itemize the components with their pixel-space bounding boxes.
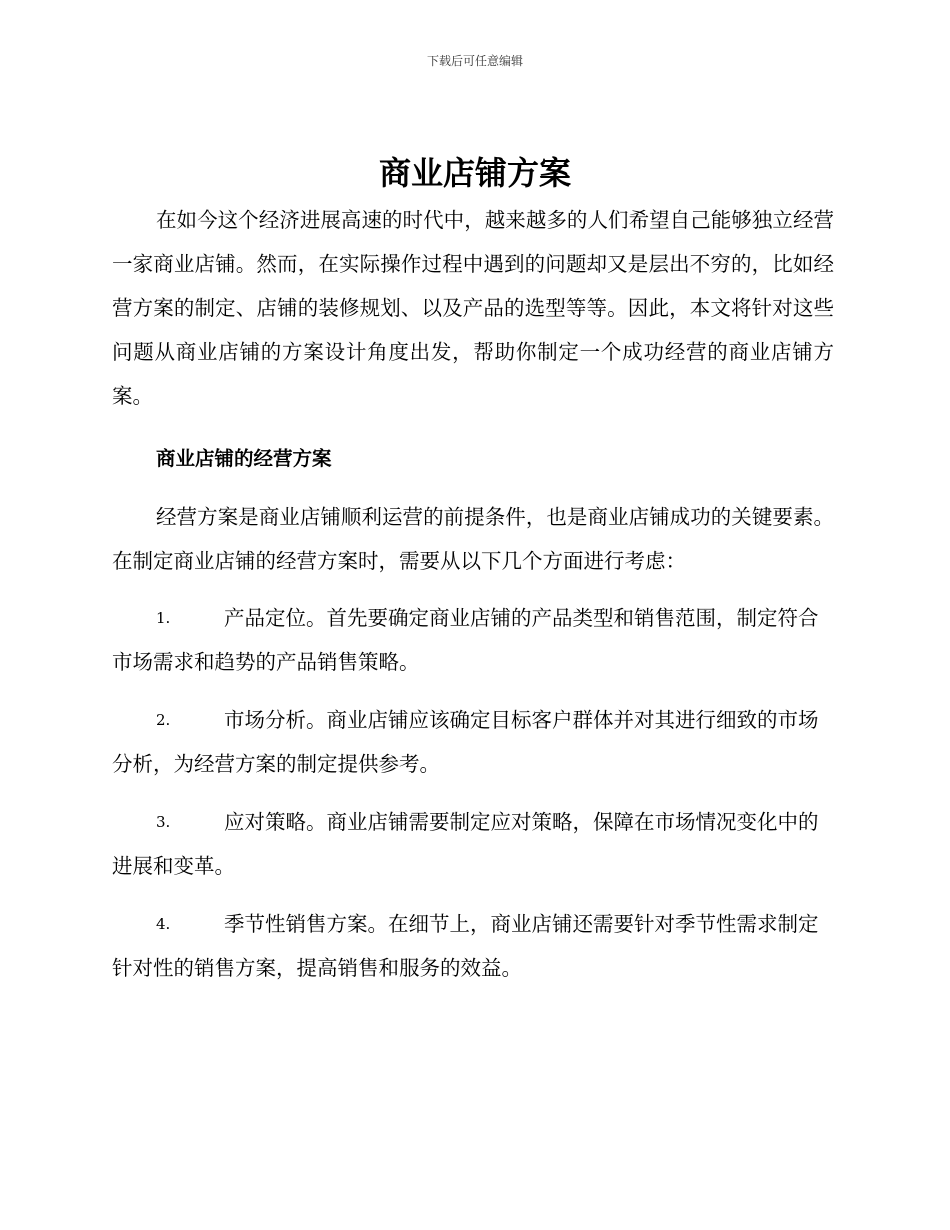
section-paragraph: 经营方案是商业店铺顺利运营的前提条件，也是商业店铺成功的关键要素。在制定商业店铺的经营方案时，需要从以下几个方面进行考虑：: [112, 505, 834, 573]
document-title: 商业店铺方案: [378, 154, 571, 192]
list-item-text: 市场分析。商业店铺应该确定目标客户群体并对其进行细致的市场分析，为经营方案的制定提供参考。: [112, 708, 819, 776]
list-item-text: 应对策略。商业店铺需要制定应对策略，保障在市场情况变化中的进展和变革。: [112, 810, 819, 878]
list-item-text: 产品定位。首先要确定商业店铺的产品类型和销售范围，制定符合市场需求和趋势的产品销售策略。: [112, 606, 819, 674]
list-item-number: 3.: [156, 813, 171, 831]
list-item-text: 季节性销售方案。在细节上，商业店铺还需要针对季节性需求制定针对性的销售方案，提高销售和服务的效益。: [112, 912, 819, 980]
list-item: [112, 596, 834, 684]
list-item: [112, 800, 834, 888]
section-heading: 商业店铺的经营方案: [156, 447, 332, 470]
list-item-number: 2.: [156, 711, 171, 729]
list-item: [112, 902, 834, 990]
list-item: [112, 698, 834, 786]
list-item-number: 1.: [156, 609, 171, 627]
list-item-number: 4.: [156, 915, 171, 933]
page-header: 下载后可任意编辑: [426, 54, 523, 68]
intro-paragraph: 在如今这个经济进展高速的时代中，越来越多的人们希望自己能够独立经营一家商业店铺。然而，在实际操作过程中遇到的问题却又是层出不穷的，比如经营方案的制定、店铺的装修规划、以及产品的选型等等。因此，本文将针对这些问题从商业店铺的方案设计角度出发，帮助你制定一个成功经营的商业店铺方案。: [112, 208, 834, 408]
